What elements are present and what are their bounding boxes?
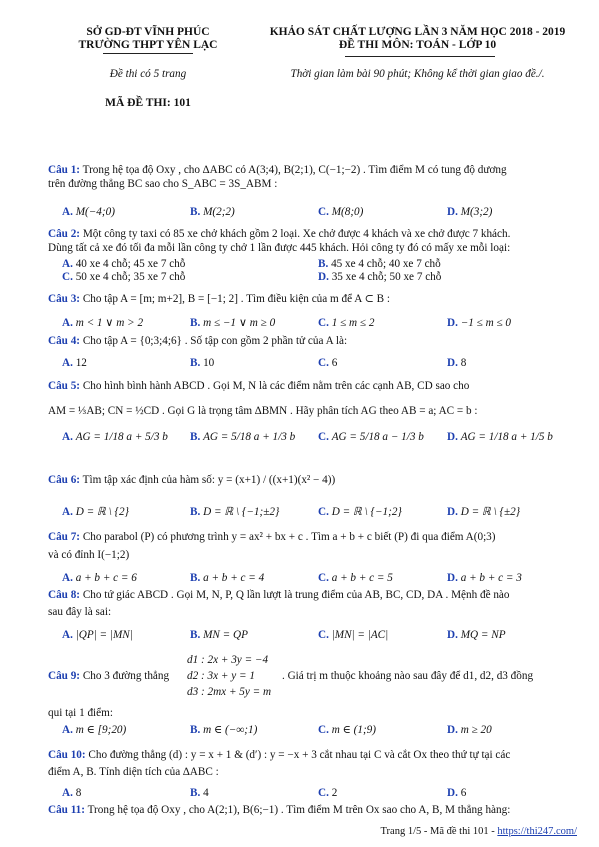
school-name: TRƯỜNG THPT YÊN LẠC [78, 39, 218, 51]
header-underline-left [103, 53, 193, 54]
q8-option-c[interactable]: C. |MN| = |AC| [318, 629, 389, 641]
question-text: Trong hệ tọa độ Oxy , cho ∆ABC có A(3;4), B(2;1), C(−1;−2) . Tìm điểm M có tung độ dương [82, 164, 507, 176]
page-footer: Trang 1/5 - Mã đề thi 101 - https://thi247.com/ [380, 826, 577, 837]
q1-option-b[interactable]: B. M(2;2) [190, 206, 235, 218]
q10-option-d[interactable]: D. 6 [447, 787, 467, 799]
q3-option-b[interactable]: B. m ≤ −1 ∨ m ≥ 0 [190, 317, 276, 329]
q9-option-c[interactable]: C. m ∈ (1;9) [318, 724, 377, 736]
q9-text-after: . Giá trị m thuộc khoảng nào sau đây để d1, d2, d3 đồng [282, 670, 534, 682]
question-5: Câu 5: Cho hình bình hành ABCD . Gọi M, N là các điểm nằm trên các cạnh AB, CD sao cho AM = ⅓AB; CN = ½CD . Gọi G là trọng tâm ∆BMN . Hãy phân tích AG theo AB = a; AC = b : [48, 380, 478, 417]
q1-option-d[interactable]: D. M(3;2) [447, 206, 493, 218]
q7-option-a[interactable]: A. a + b + c = 6 [62, 572, 137, 584]
q2-option-d[interactable]: D. 35 xe 4 chỗ; 50 xe 7 chỗ [318, 271, 442, 283]
question-11: Câu 11: Trong hệ tọa độ Oxy , cho A(2;1), B(6;−1) . Tìm điểm M trên Ox sao cho A, B, M thẳng hàng: [48, 804, 511, 816]
q7-option-b[interactable]: B. a + b + c = 4 [190, 572, 265, 584]
q5-option-c[interactable]: C. AG = 5/18 a − 1/3 b [318, 431, 424, 443]
q6-option-b[interactable]: B. D = ℝ \ {−1;±2} [190, 506, 280, 518]
q10-option-b[interactable]: B. 4 [190, 787, 209, 799]
q8-option-a[interactable]: A. |QP| = |MN| [62, 629, 133, 641]
q10-option-c[interactable]: C. 2 [318, 787, 338, 799]
q1-option-c[interactable]: C. M(8;0) [318, 206, 364, 218]
q4-option-c[interactable]: C. 6 [318, 357, 338, 369]
header-underline-right [345, 56, 495, 57]
q2-option-a[interactable]: A. 40 xe 4 chỗ; 45 xe 7 chỗ [62, 258, 186, 270]
q5-option-d[interactable]: D. AG = 1/18 a + 1/5 b [447, 431, 553, 443]
q9-option-a[interactable]: A. m ∈ [9;20) [62, 724, 127, 736]
q8-option-d[interactable]: D. MQ = NP [447, 629, 506, 641]
exam-code: MÃ ĐỀ THI: 101 [105, 97, 191, 109]
q4-option-d[interactable]: D. 8 [447, 357, 467, 369]
pages-note: Đề thi có 5 trang [109, 68, 187, 80]
q3-option-c[interactable]: C. 1 ≤ m ≤ 2 [318, 317, 375, 329]
time-note: Thời gian làm bài 90 phút; Không kể thời gian giao đề./. [290, 68, 545, 80]
subject-title: ĐỀ THI MÔN: TOÁN - LỚP 10 [338, 39, 497, 51]
department-name: SỞ GD-ĐT VĨNH PHÚC [86, 26, 210, 38]
q5-option-a[interactable]: A. AG = 1/18 a + 5/3 b [62, 431, 168, 443]
question-1 [48, 163, 577, 192]
q5-option-b[interactable]: B. AG = 5/18 a + 1/3 b [190, 431, 296, 443]
q7-option-d[interactable]: D. a + b + c = 3 [447, 572, 522, 584]
q8-option-b[interactable]: B. MN = QP [190, 629, 248, 641]
q9-option-d[interactable]: D. m ≥ 20 [447, 724, 492, 736]
exam-title: KHẢO SÁT CHẤT LƯỢNG LẦN 3 NĂM HỌC 2018 - 2019 [269, 26, 566, 38]
q4-option-b[interactable]: B. 10 [190, 357, 215, 369]
question-2: Câu 2: Một công ty taxi có 85 xe chở khách gồm 2 loại. Xe chở được 4 khách và xe chở được 7 khách. Dùng tất cả xe đó tối đa mỗi lần công ty chở 1 lần được 445 khách. Hỏi công ty đó có mấy xe mỗi loại: [48, 228, 511, 255]
q9-system: d1 : 2x + 3y = −4 d2 : 3x + y = 1 d3 : 2mx + 5y = m [187, 654, 272, 699]
q1-option-a[interactable]: A. M(−4;0) [62, 206, 115, 218]
question-3: Câu 3: Cho tập A = [m; m+2], B = [−1; 2] . Tìm điều kiện của m để A ⊂ B : [48, 293, 391, 305]
q3-option-d[interactable]: D. −1 ≤ m ≤ 0 [447, 317, 511, 329]
q10-option-a[interactable]: A. 8 [62, 787, 82, 799]
q6-option-a[interactable]: A. D = ℝ \ {2} [62, 506, 130, 518]
q7-option-c[interactable]: C. a + b + c = 5 [318, 572, 393, 584]
question-8: Câu 8: Cho tứ giác ABCD . Gọi M, N, P, Q lần lượt là trung điểm của AB, BC, CD, DA . Mệnh đề nào sau đây là sai: [48, 589, 510, 618]
question-6: Câu 6: Tìm tập xác định của hàm số: y = (x+1) / ((x+1)(x² − 4)) [48, 474, 336, 486]
q2-option-b[interactable]: B. 45 xe 4 chỗ; 40 xe 7 chỗ [318, 258, 441, 270]
q4-option-a[interactable]: A. 12 [62, 357, 87, 369]
question-9: Câu 9: Cho 3 đường thẳng [48, 670, 170, 682]
question-text-2: trên đường thẳng BC sao cho S_ABC = 3S_ABM : [48, 178, 278, 191]
q9-text-2: qui tại 1 điểm: [48, 707, 113, 719]
q6-option-c[interactable]: C. D = ℝ \ {−1;2} [318, 506, 402, 518]
footer-link[interactable]: https://thi247.com/ [497, 826, 577, 837]
question-4: Câu 4: Cho tập A = {0;3;4;6} . Số tập con gồm 2 phần tử của A là: [48, 335, 348, 347]
q9-option-b[interactable]: B. m ∈ (−∞;1) [190, 724, 258, 736]
question-10: Câu 10: Cho đường thẳng (d) : y = x + 1 & (d′) : y = −x + 3 cắt nhau tại C và cắt Ox theo thứ tự tại các điểm A, B. Tính diện tích của ∆ABC : [48, 749, 511, 778]
q2-option-c[interactable]: C. 50 xe 4 chỗ; 35 xe 7 chỗ [62, 271, 186, 283]
q3-option-a[interactable]: A. m < 1 ∨ m > 2 [62, 317, 144, 329]
q6-option-d[interactable]: D. D = ℝ \ {±2} [447, 506, 521, 518]
question-label: Câu 1: [48, 164, 81, 176]
question-7: Câu 7: Cho parabol (P) có phương trình y = ax² + bx + c . Tìm a + b + c biết (P) đi qua điểm A(0;3) và có đỉnh I(−1;2) [48, 531, 496, 561]
